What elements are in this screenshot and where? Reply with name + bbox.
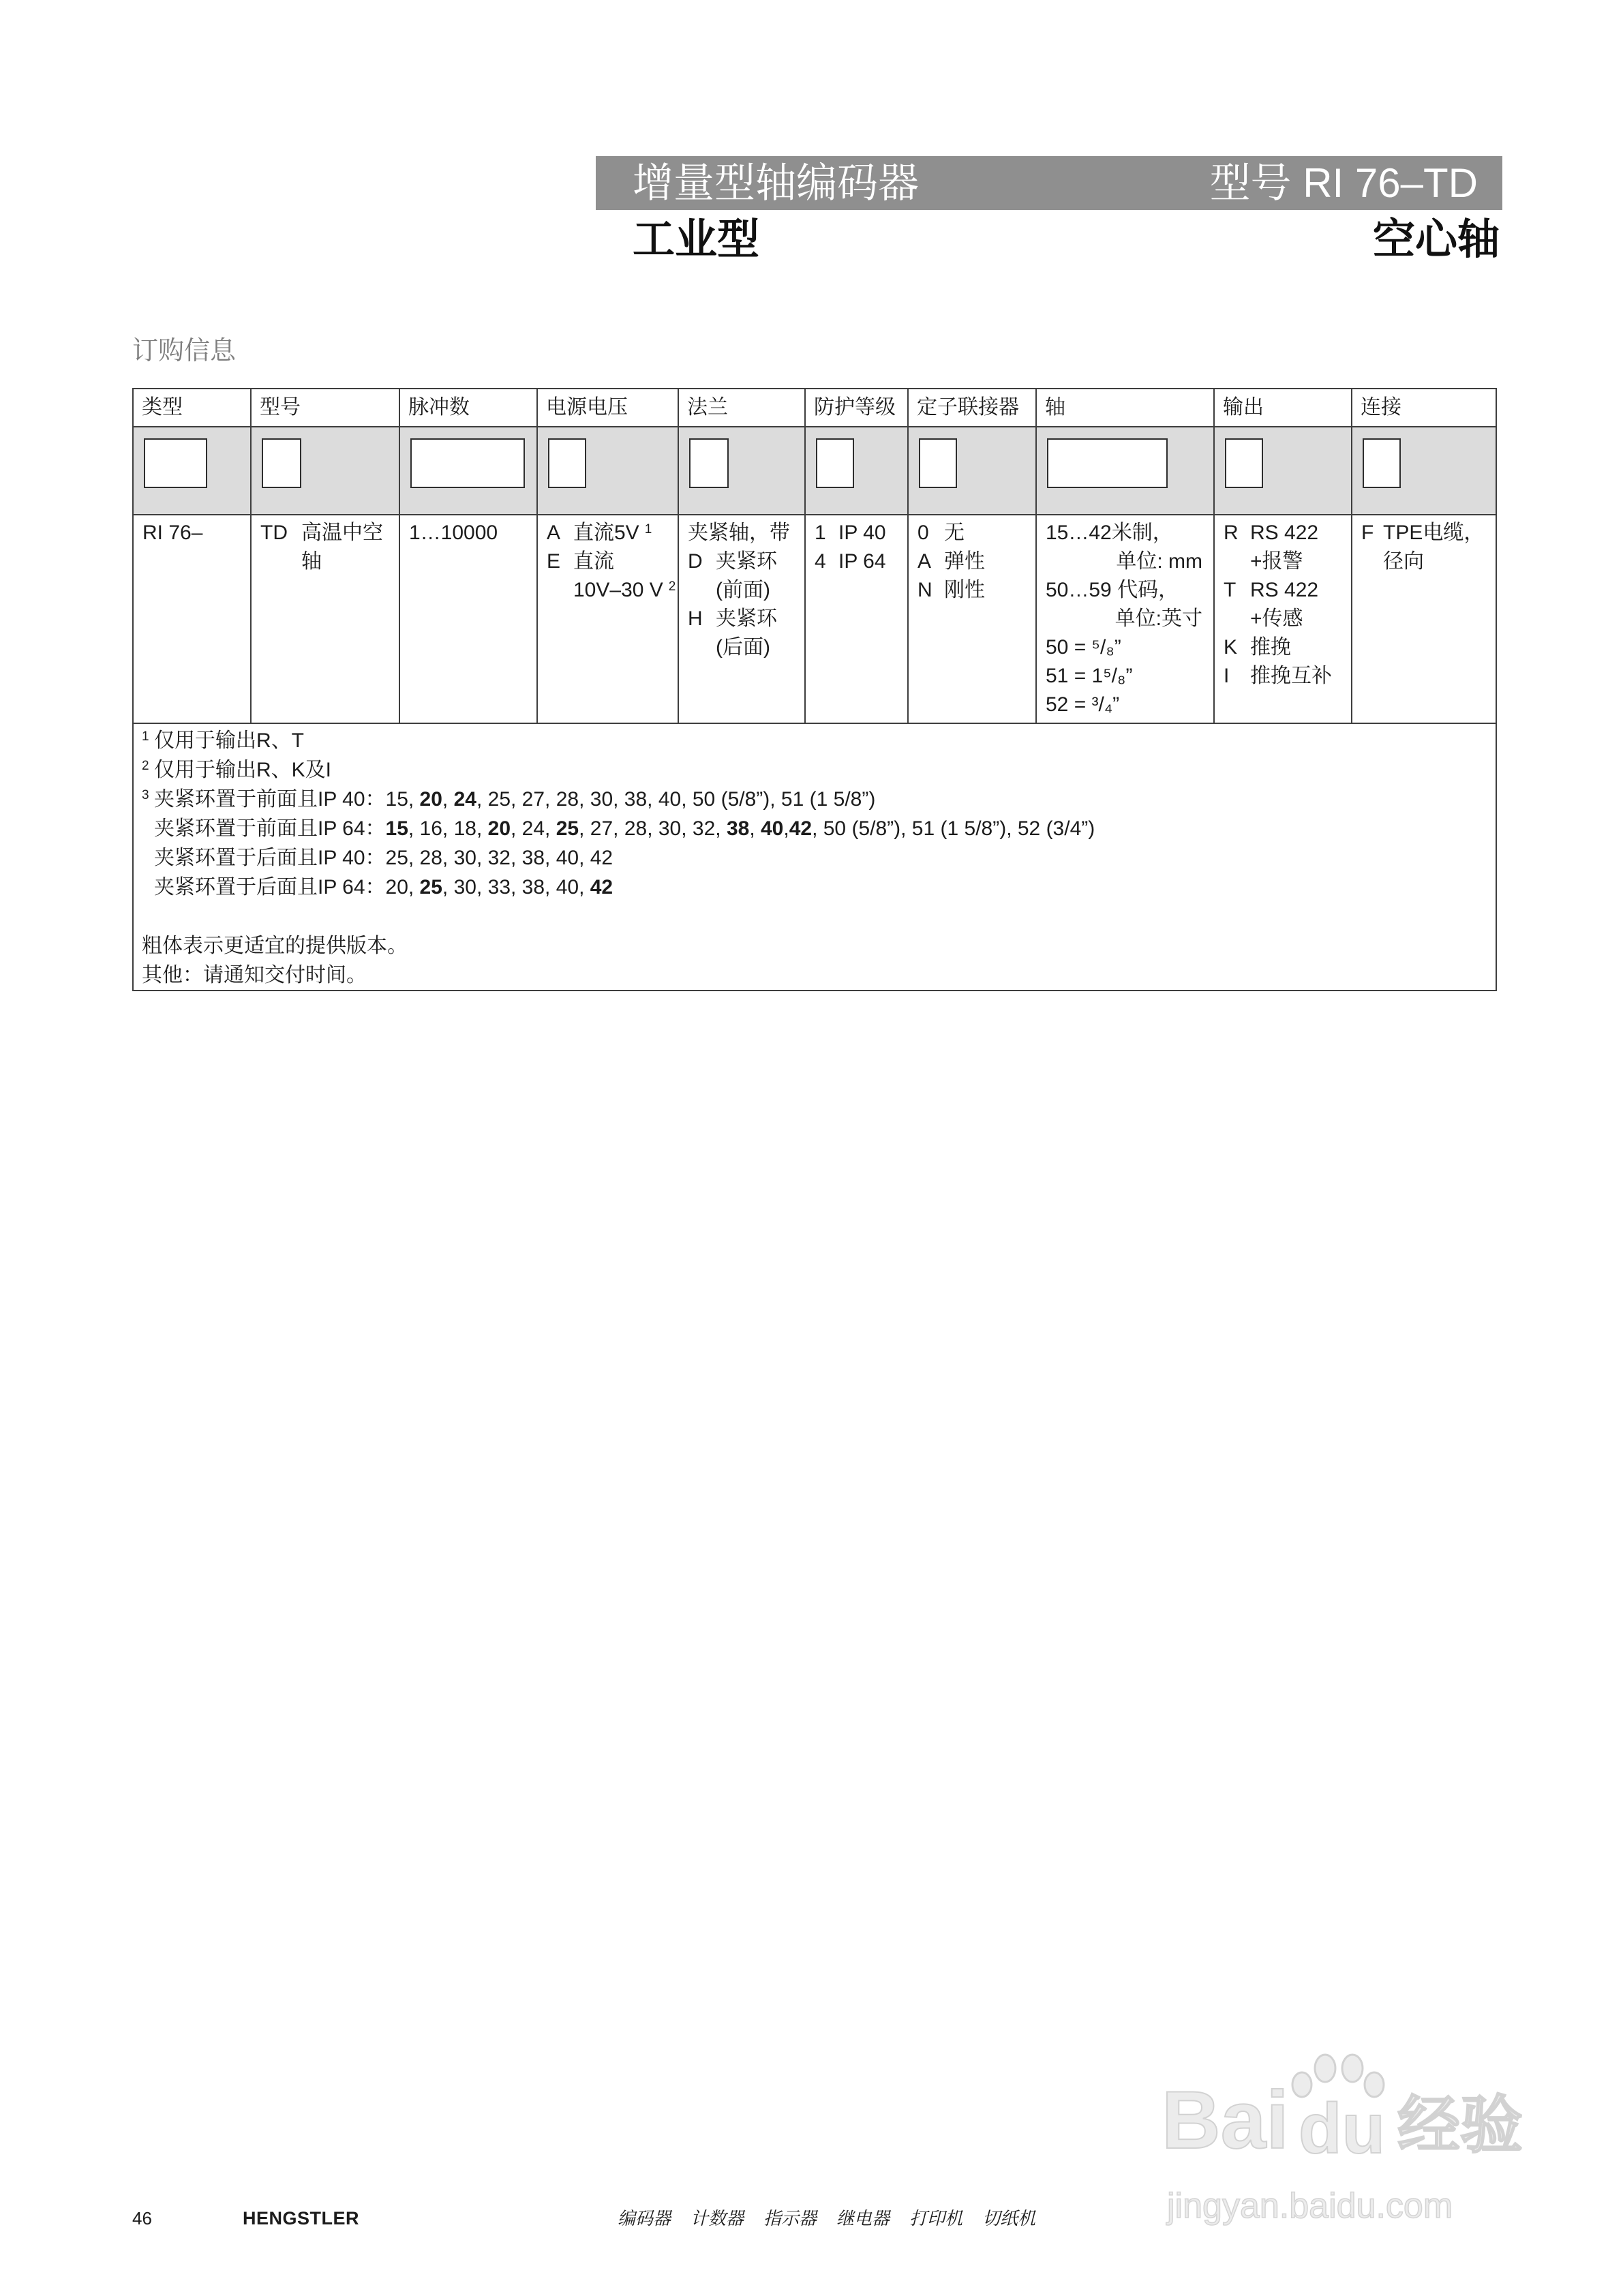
option-text: 单位: mm [1116, 550, 1202, 573]
footnote-list [142, 726, 1487, 902]
ordering-table [132, 388, 1497, 991]
option-text: 推挽 [1250, 636, 1291, 659]
footnote-marker: 2 [142, 759, 149, 773]
footnote-text: 夹紧环置于前面且IP 40：15, [154, 788, 420, 811]
option-line [1046, 605, 1202, 633]
option-text: 弹性 [944, 550, 985, 573]
options-row [133, 515, 1496, 723]
selection-box [1225, 438, 1263, 488]
option-line [1224, 576, 1340, 605]
option-code: H [688, 607, 703, 630]
footnote-text: 夹紧环置于后面且IP 40：25, 28, 30, 32, 38, 40, 42 [154, 847, 613, 869]
option-line [547, 519, 667, 547]
title-bar [596, 156, 1502, 210]
header-shaft: 轴 [1036, 389, 1214, 427]
note-bold-preferred: 粗体表示更适宜的提供版本。 [142, 935, 408, 957]
option-line [260, 519, 388, 547]
option-line [688, 576, 793, 605]
footnote-text: , 30, 33, 38, 40, [442, 876, 590, 898]
product-line: 打印机 [909, 2208, 963, 2229]
footnote-text: , 50 (5/8”), 51 (1 5/8”), 52 (3/4”) [812, 817, 1095, 840]
header-type: 类型 [133, 389, 251, 427]
option-code: T [1224, 579, 1237, 601]
option-line [917, 576, 1025, 605]
options-type [133, 515, 251, 723]
options-model [251, 515, 399, 723]
option-code: K [1224, 636, 1238, 659]
option-text: RS 422 [1250, 522, 1319, 544]
selection-cell-connection [1352, 427, 1496, 515]
selection-box [1363, 438, 1401, 488]
option-text: 单位:英寸 [1114, 607, 1202, 630]
selection-box [262, 438, 301, 488]
option-line [688, 547, 793, 576]
selection-cell-shaft [1036, 427, 1214, 515]
selection-box [919, 438, 957, 488]
option-text: 夹紧环 [716, 607, 777, 630]
option-code: 0 [917, 522, 929, 544]
model-number: 型号 RI 76–TD [1209, 160, 1478, 206]
footnote-text: 夹紧环置于后面且IP 64：20, [154, 876, 420, 898]
option-line [260, 547, 388, 576]
footnote-line [142, 873, 1487, 902]
option-line [1046, 662, 1202, 691]
option-text: 无 [944, 522, 965, 544]
product-line: 继电器 [836, 2208, 890, 2229]
footnote-ref: 2 [668, 579, 676, 594]
footnote-ref: 1 [644, 522, 652, 537]
option-line [1361, 547, 1485, 576]
selection-cell-flange [678, 427, 805, 515]
option-text: (前面) [716, 579, 770, 601]
general-notes [142, 931, 1487, 990]
footnote-text: 仅用于输出R、K及I [154, 759, 332, 781]
preferred-value: 25 [419, 876, 442, 898]
option-line [1046, 547, 1202, 576]
option-line [1046, 519, 1202, 547]
option-line [1046, 576, 1202, 605]
option-text: 15…42米制， [1046, 522, 1173, 544]
options-stator-coupling [908, 515, 1036, 723]
footnote-text: , [442, 788, 454, 811]
footnote-line [142, 814, 1487, 843]
footnote-text: , [749, 817, 761, 840]
product-line: 编码器 [618, 2208, 671, 2229]
option-text: 直流5V [573, 522, 639, 544]
footnote-line [142, 843, 1487, 873]
selection-cell-type [133, 427, 251, 515]
option-line [1224, 633, 1340, 662]
option-text: 推挽互补 [1250, 665, 1332, 687]
selection-cell-output [1214, 427, 1352, 515]
option-line [688, 519, 793, 547]
option-text: 1…10000 [409, 522, 498, 544]
footnote-text: 夹紧环置于前面且IP 64： [154, 817, 386, 840]
option-code: TD [260, 522, 288, 544]
options-protection [805, 515, 908, 723]
footnote-line [142, 785, 1487, 814]
options-pulses [399, 515, 537, 723]
option-line [1224, 605, 1340, 633]
option-line [547, 547, 667, 576]
option-line [815, 519, 896, 547]
footnote-text: , 25, 27, 28, 30, 38, 40, 50 (5/8”), 51 (1 5/8”) [476, 788, 876, 811]
product-lines [618, 2207, 1055, 2229]
options-output [1214, 515, 1352, 723]
selection-box [548, 438, 586, 488]
section-title: 订购信息 [132, 337, 237, 365]
selection-box [816, 438, 854, 488]
selection-box [689, 438, 729, 488]
option-line [917, 519, 1025, 547]
option-text: 夹紧轴，带 [688, 522, 790, 544]
option-code: F [1361, 522, 1374, 544]
option-text: 轴 [301, 550, 322, 573]
options-supply-voltage [537, 515, 678, 723]
selection-box [144, 438, 207, 488]
header-flange: 法兰 [678, 389, 805, 427]
selection-row [133, 427, 1496, 515]
header-stator-coupling: 定子联接器 [908, 389, 1036, 427]
product-line: 切纸机 [982, 2208, 1036, 2229]
option-text: 夹紧环 [716, 550, 777, 573]
header-connection: 连接 [1352, 389, 1496, 427]
option-line [688, 633, 793, 662]
option-text: 50…59 代码， [1046, 579, 1179, 601]
selection-box [410, 438, 525, 488]
page-number: 46 [132, 2208, 152, 2229]
preferred-value: 38 [726, 817, 750, 840]
option-text: IP 64 [838, 550, 886, 573]
option-text: IP 40 [838, 522, 886, 544]
watermark-label: 经验 [1397, 2091, 1523, 2160]
option-line [815, 547, 896, 576]
product-line: 计数器 [691, 2208, 744, 2229]
selection-cell-pulses [399, 427, 537, 515]
footnote-line [142, 726, 1487, 755]
option-text: 50 = ⁵/₈” [1046, 636, 1121, 659]
option-code: N [917, 579, 932, 601]
option-text: 直流 [573, 550, 614, 573]
option-code: I [1224, 665, 1230, 687]
option-text: 刚性 [944, 579, 985, 601]
option-line [1046, 691, 1202, 719]
option-text: 径向 [1383, 550, 1424, 573]
header-pulses: 脉冲数 [399, 389, 537, 427]
preferred-value: 24 [453, 788, 476, 811]
footnote-marker: 3 [142, 788, 149, 802]
preferred-value: 42 [590, 876, 613, 898]
option-line [142, 519, 239, 547]
option-text: +报警 [1250, 550, 1303, 573]
option-text: TPE电缆， [1383, 522, 1485, 544]
options-flange [678, 515, 805, 723]
option-text: RS 422 [1250, 579, 1319, 601]
product-line: 指示器 [763, 2208, 817, 2229]
footnote-text: , 24, [511, 817, 556, 840]
option-text: 10V–30 V [573, 579, 663, 601]
header-output: 输出 [1214, 389, 1352, 427]
footnote-marker: 1 [142, 729, 149, 744]
option-code: E [547, 550, 561, 573]
watermark-url: jingyan.baidu.com [1167, 2186, 1453, 2226]
shaft-type: 空心轴 [1372, 216, 1500, 263]
option-text: 高温中空 [301, 522, 383, 544]
preferred-value: 25 [556, 817, 579, 840]
option-text: RI 76– [142, 522, 203, 544]
header-protection: 防护等级 [805, 389, 908, 427]
selection-cell-stator-coupling [908, 427, 1036, 515]
options-connection [1352, 515, 1496, 723]
footnotes-cell [133, 723, 1496, 991]
table-header-row [133, 389, 1496, 427]
option-line [688, 605, 793, 633]
option-line [1361, 519, 1485, 547]
selection-cell-protection [805, 427, 908, 515]
option-code: 4 [815, 550, 826, 573]
footnote-text: , 16, 18, [408, 817, 488, 840]
watermark-brand-a: Bai [1162, 2074, 1289, 2166]
option-text: 52 = ³/₄” [1046, 693, 1120, 716]
selection-cell-model [251, 427, 399, 515]
option-text: (后面) [716, 636, 770, 659]
footnote-text: , 27, 28, 30, 32, [579, 817, 727, 840]
preferred-value: 40 [760, 817, 784, 840]
product-title: 增量型轴编码器 [633, 160, 919, 206]
note-delivery-time: 其他：请通知交付时间。 [142, 964, 367, 986]
header-supply-voltage: 电源电压 [537, 389, 678, 427]
option-text: +传感 [1250, 607, 1303, 630]
preferred-value: 15 [385, 817, 408, 840]
option-line [1224, 519, 1340, 547]
option-code: D [688, 550, 703, 573]
option-code: A [547, 522, 561, 544]
option-text: 51 = 1⁵/₈” [1046, 665, 1133, 687]
option-line [1224, 547, 1340, 576]
selection-box [1047, 438, 1168, 488]
option-code: 1 [815, 522, 826, 544]
option-code: R [1224, 522, 1239, 544]
option-line [1046, 633, 1202, 662]
option-code: A [917, 550, 932, 573]
brand-name: HENGSTLER [243, 2208, 360, 2229]
preferred-value: 20 [487, 817, 511, 840]
option-line [547, 576, 676, 605]
product-category: 工业型 [633, 216, 760, 263]
footnote-text: , [783, 817, 789, 840]
option-line [409, 519, 526, 547]
footnote-line [142, 755, 1487, 785]
footnotes-row [133, 723, 1496, 991]
footnote-text: 仅用于输出R、T [154, 729, 304, 752]
preferred-value: 42 [789, 817, 813, 840]
selection-cell-supply-voltage [537, 427, 678, 515]
option-line [1224, 662, 1340, 691]
header-model: 型号 [251, 389, 399, 427]
option-line [917, 547, 1025, 576]
options-shaft [1036, 515, 1214, 723]
watermark-brand-b: du [1299, 2089, 1386, 2169]
preferred-value: 20 [419, 788, 442, 811]
